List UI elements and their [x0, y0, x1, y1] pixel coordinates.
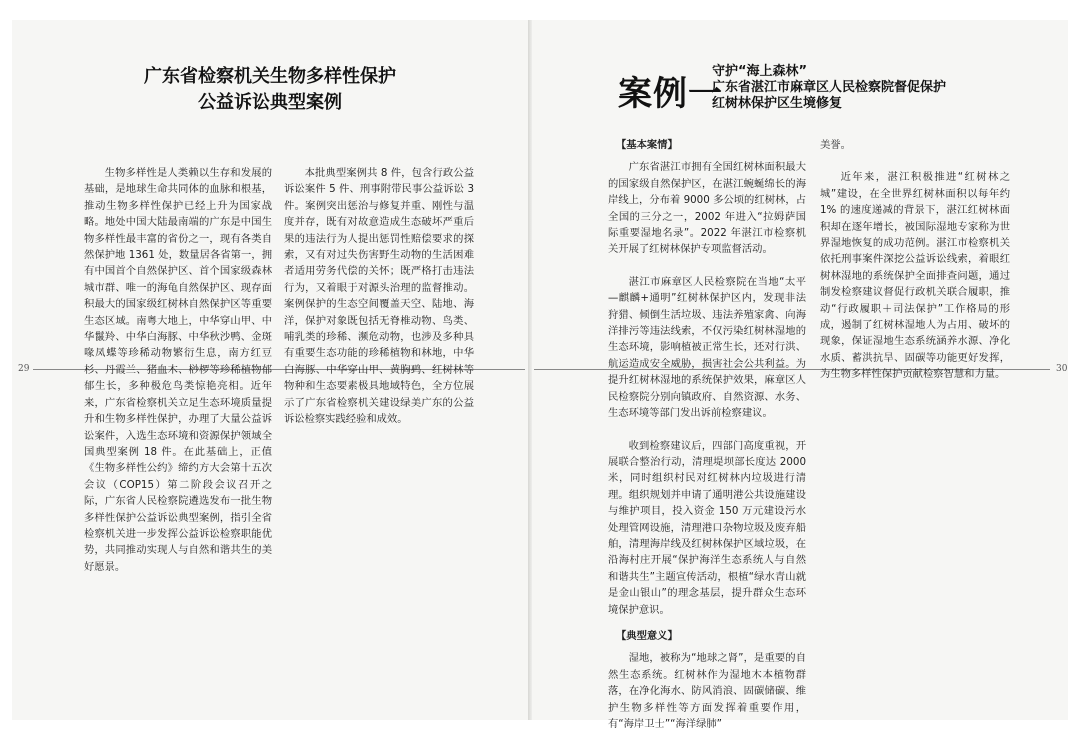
case-title-line-2: 广东省湛江市麻章区人民检察院督促保护	[712, 80, 947, 95]
left-column-2	[284, 165, 474, 428]
basic-facts-paragraph-2: 湛江市麻章区人民检察院在当地“太平—麒麟+通明”红树林保护区内，发现非法狩猎、倾倒生活垃圾、违法养殖家禽、向海洋排污等违法线索，不仅污染红树林湿地的生态环境，影响植被正常生长，还对行洪、航运造成安全威胁，损害社会公共利益。为提升红树林湿地的系统保护效果，麻章区人民检察院分别向镇政府、自然资源、水务、生态环境等部门发出诉前检察建议。	[608, 275, 806, 420]
significance-heading: 【典型意义】	[616, 629, 678, 642]
significance-paragraph-1: 湿地，被称为“地球之肾”，是重要的自然生态系统。红树林作为湿地木本植物群落，在净化海水、防风消浪、固碳储碳、维护生物多样性等方面发挥着重要作用，有“海岸卫士”“海洋绿肺”	[608, 652, 806, 730]
case-title	[712, 64, 972, 112]
left-page-number: 29	[18, 364, 30, 374]
basic-facts-paragraph-3: 收到检察建议后，四部门高度重视，开展联合整治行动，清理堤坝部长度达 2000 米，同时组织村民对红树林内垃圾进行清理。组织规划并申请了通明港公共设施建设与维护项目，投入资金 150 万元建设污水处理管网设施，清理港口杂物垃圾及废弃船舶，清理海岸线及红树林保护区域垃圾，在沿海村庄开展“保护海洋生态系统人与自然和谐共生”主题宣传活动，根植“绿水青山就是金山银山”的理念基层，提升群众生态环境保护意识。	[608, 439, 806, 616]
case-number: 案例一	[618, 74, 723, 114]
document-title-line-2: 公益诉讼典型案例	[198, 92, 342, 113]
intro-paragraph: 生物多样性是人类赖以生存和发展的基础，是地球生命共同体的血脉和根基，推动生物多样性保护已经上升为国家战略。地处中国大陆最南端的广东是中国生物多样性最丰富的省份之一，现有各类自然保护地 1361 处，数量居各省第一，拥有中国首个自然保护区、首个国家级森林城市群、唯一的海龟自然保护区、现存面积最大的国家级红树林自然保护区等重要生态区域。南粤大地上，中华穿山甲、中华鬣羚、中华白海豚、中华秋沙鸭、金斑喙凤蝶等珍稀动物繁衍生息，南方红豆杉、丹霞兰、猪血木、桫椤等珍稀植物郁郁生长，多种极危鸟类惊艳亮相。近年来，广东省检察机关立足生态环境质量提升和生物多样性保护，办理了大量公益诉讼案件，入选生态环境和资源保护领域全国典型案例 18 件。在此基础上，正值《生物多样性公约》缔约方大会第十五次会议（COP15）第二阶段会议召开之际，广东省人民检察院遴选发布一批生物多样性保护公益诉讼典型案例，指引全省检察机关进一步发挥公益诉讼检察职能优势，共同推动实现人与自然和谐共生的美好愿景。	[84, 167, 272, 573]
book-gutter	[528, 20, 532, 720]
right-column-1	[608, 137, 806, 732]
document-title-line-1: 广东省检察机关生物多样性保护	[144, 66, 396, 87]
left-column-1	[84, 165, 272, 575]
basic-facts-heading: 【基本案情】	[616, 139, 678, 151]
case-title-line-3: 红树林保护区生境修复	[712, 96, 843, 111]
significance-paragraph-2: 近年来，湛江积极推进“红树林之城”建设，在全世界红树林面积以每年约 1% 的速度递减的背景下，湛江红树林面积却在逐年增长，被国际湿地专家称为世界湿地恢复的成功范例。湛江市检察机关依托刑事案件深挖公益诉讼线索，着眼红树林湿地的系统保护全面排查问题，通过制发检察建议督促行政机关联合履职，推动“行政履职＋司法保护”工作格局的形成，遏制了红树林湿地人为占用、破坏的现象，保证湿地生态系统涵养水源、净化水质、蓄洪抗旱、固碳等功能更好发挥，为生物多样性保护贡献检察智慧和力量。	[820, 171, 1010, 381]
document-title	[120, 64, 420, 116]
basic-facts-paragraph-1: 广东省湛江市拥有全国红树林面积最大的国家级自然保护区，在湛江蜿蜒绵长的海岸线上，分布着 9000 多公顷的红树林，占全国的三分之一，2002 年进入“拉姆萨国际重要湿地名录”。2022 年湛江市检察机关开展了红树林保护专项监督活动。	[608, 161, 806, 256]
case-title-line-1: 守护“海上森林”	[712, 64, 808, 79]
overview-paragraph: 本批典型案例共 8 件，包含行政公益诉讼案件 5 件、刑事附带民事公益诉讼 3 件。案例突出惩治与修复并重、刚性与温度并存，既有对故意造成生态破坏严重后果的违法行为人提出惩罚性赔偿要求的探索，又有对过失伤害野生动物的生活困难者适用劳务代偿的关怀；既严格打击违法行为，又着眼于对源头治理的监督推动。案例保护的生态空间覆盖天空、陆地、海洋，保护对象既包括无脊椎动物、鸟类、哺乳类的珍稀、濒危动物，也涉及多种具有重要生态功能的珍稀植物和林地，中华白海豚、中华穿山甲、黄胸鹀、红树林等物种和生态要素极具地域特色，全方位展示了广东省检察机关建设绿美广东的公益诉讼检察实践经验和成效。	[284, 167, 474, 426]
significance-continuation: 美誉。	[820, 139, 851, 151]
right-column-2	[820, 137, 1010, 383]
right-page-number: 30	[1056, 364, 1068, 374]
